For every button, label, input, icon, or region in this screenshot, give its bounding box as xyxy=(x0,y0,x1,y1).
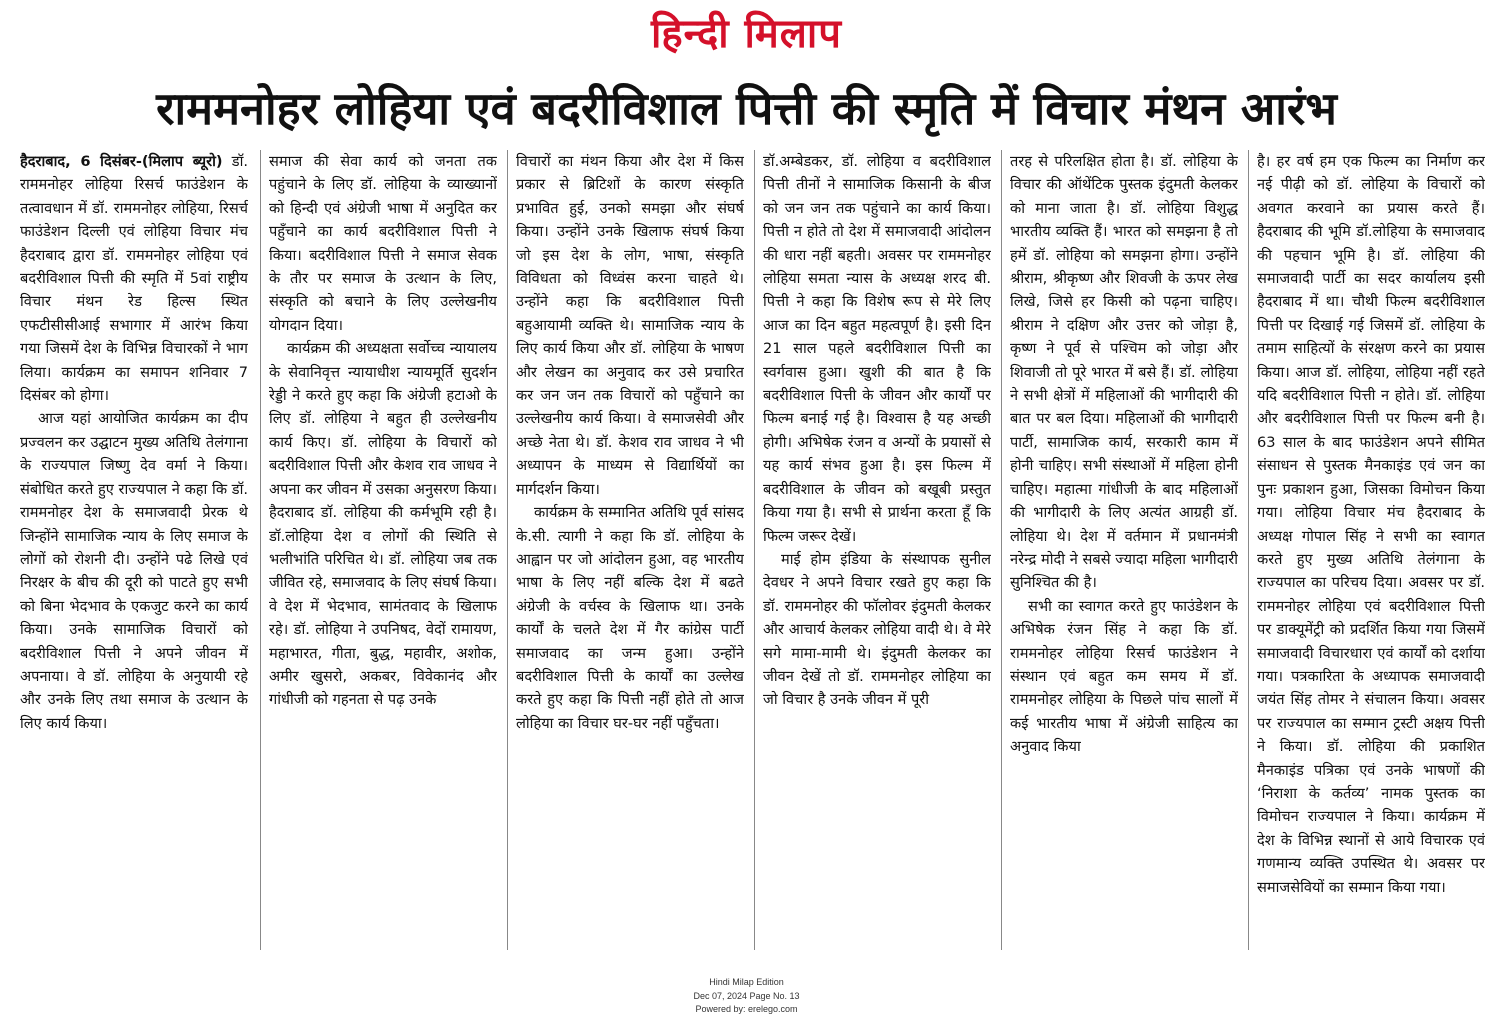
masthead-logo: हिन्दी मिलाप xyxy=(651,10,842,57)
column-divider xyxy=(507,150,508,950)
article-body xyxy=(20,150,1485,982)
column-divider xyxy=(1001,150,1002,950)
column-6 xyxy=(1257,150,1485,982)
paragraph: डॉ.अम्बेडकर, डॉ. लोहिया व बदरीविशाल पित्ती तीनों ने सामाजिक किसानी के बीज को जन जन तक पहुंचाने का कार्य किया। पित्ती न होते तो देश में समाजवादी आंदोलन की धारा नहीं बहती। अवसर पर राममनोहर लोहिया समता न्यास के अध्यक्ष शरद बी. पित्ती ने कहा कि विशेष रूप से मेरे लिए आज का दिन बहुत महत्वपूर्ण है। इसी दिन 21 साल पहले बदरीविशाल पित्ती का स्वर्गवास हुआ। खुशी की बात है कि बदरीविशाल पित्ती के जीवन और कार्यों पर फिल्म बनाई गई है। विश्वास है यह अच्छी होगी। अभिषेक रंजन व अन्यों के प्रयासों से यह कार्य संभव हुआ है। इस फिल्म में बदरीविशाल के जीवन को बखूबी प्रस्तुत किया गया है। सभी से प्रार्थना करता हूँ कि फिल्म जरूर देखें। xyxy=(763,153,991,545)
masthead xyxy=(0,0,1493,62)
headline: राममनोहर लोहिया एवं बदरीविशाल पित्ती की स्मृति में विचार मंथन आरंभ xyxy=(156,82,1337,135)
column-3 xyxy=(516,150,744,982)
paragraph: तरह से परिलक्षित होता है। डॉ. लोहिया के विचार की ऑथेंटिक पुस्तक इंदुमती केलकर को माना जाता है। डॉ. लोहिया विशुद्ध भारतीय व्यक्ति हैं। भारत को समझना है तो हमें डॉ. लोहिया को समझना होगा। उन्होंने श्रीराम, श्रीकृष्ण और शिवजी के ऊपर लेख लिखे, जिसे हर किसी को पढ़ना चाहिए। श्रीराम ने दक्षिण और उत्तर को जोड़ा है, कृष्ण ने पूर्व से पश्चिम को जोड़ा और शिवाजी तो पूरे भारत में बसे हैं। डॉ. लोहिया ने सभी क्षेत्रों में महिलाओं की भागीदारी की बात पर बल दिया। महिलाओं की भागीदारी पार्टी, सामाजिक कार्य, सरकारी काम में होनी चाहिए। सभी संस्थाओं में महिला होनी चाहिए। महात्मा गांधीजी के बाद महिलाओं की भागीदारी के लिए अत्यंत आग्रही डॉ. लोहिया थे। देश में वर्तमान में प्रधानमंत्री नरेन्द्र मोदी ने सबसे ज्यादा महिला भागीदारी सुनिश्चित की है। xyxy=(1010,153,1238,592)
paragraph: है। हर वर्ष हम एक फिल्म का निर्माण कर नई पीढ़ी को डॉ. लोहिया के विचारों को अवगत करवाने का प्रयास करते हैं। हैदराबाद की भूमि डॉ.लोहिया के समाजवाद की पहचान भूमि है। डॉ. लोहिया की समाजवादी पार्टी का सदर कार्यालय इसी हैदराबाद में था। चौथी फिल्म बदरीविशाल पित्ती पर दिखाई गई जिसमें डॉ. लोहिया के तमाम साहित्यों के संरक्षण करने का प्रयास किया। आज डॉ. लोहिया, लोहिया नहीं रहते यदि बदरीविशाल पित्ती न होते। डॉ. लोहिया और बदरीविशाल पित्ती पर फिल्म बनी है। 63 साल के बाद फाउंडेशन अपने सीमित संसाधन से पुस्तक मैनकाइंड एवं जन का पुनः प्रकाशन हुआ, जिसका विमोचन किया गया। लोहिया विचार मंच हैदराबाद के अध्यक्ष गोपाल सिंह ने सभी का स्वागत करते हुए मुख्य अतिथि तेलंगाना के राज्यपाल का परिचय दिया। अवसर पर डॉ. राममनोहर लोहिया एवं बदरीविशाल पित्ती पर डाक्यूमेंट्री को प्रदर्शित किया गया जिसमें समाजवादी विचारधारा एवं कार्यों को दर्शाया गया। पत्रकारिता के अध्यापक समाजवादी जयंत सिंह तोमर ने संचालन किया। अवसर पर राज्यपाल का सम्मान ट्रस्टी अक्षय पित्ती ने किया। डॉ. लोहिया की प्रकाशित मैनकाइंड पत्रिका एवं उनके भाषणों की ‘निराशा के कर्तव्य’ नामक पुस्तक का विमोचन राज्यपाल ने किया। कार्यक्रम में देश के विभिन्न स्थानों से आये विचारक एवं गणमान्य व्यक्ति उपस्थित थे। अवसर पर समाजसेवियों का सम्मान किया गया। xyxy=(1257,153,1485,896)
column-1-text: डॉ. राममनोहर लोहिया रिसर्च फाउंडेशन के तत्वावधान में डॉ. राममनोहर लोहिया, रिसर्च फाउंडेशन दिल्ली एवं लोहिया विचार मंच हैदराबाद द्वारा डॉ. राममनोहर लोहिया एवं बदरीविशाल पित्ती की स्मृति में 5वां राष्ट्रीय विचार मंथन रेड हिल्स स्थित एफटीसीसीआई सभागार में आरंभ किया गया जिसमें देश के विभिन्न विचारकों ने भाग लिया। कार्यक्रम का समापन शनिवार 7 दिसंबर को होगा। xyxy=(20,153,248,405)
edition-name: Hindi Milap Edition xyxy=(709,977,784,987)
paragraph: सभी का स्वागत करते हुए फाउंडेशन के अभिषेक रंजन सिंह ने कहा कि डॉ. राममनोहर लोहिया रिसर्च फाउंडेशन ने संस्थान एवं बहुत कम समय में डॉ. राममनोहर लोहिया के पिछले पांच सालों में कई भारतीय भाषा में अंग्रेजी साहित्य का अनुवाद किया xyxy=(1010,597,1238,756)
paragraph: समाज की सेवा कार्य को जनता तक पहुंचाने के लिए डॉ. लोहिया के व्याख्यानों को हिन्दी एवं अंग्रेजी भाषा में अनुदित कर पहुँचाने का कार्य बदरीविशाल पित्ती ने किया। बदरीविशाल पित्ती ने समाज सेवक के तौर पर समाज के उत्थान के लिए, संस्कृति को बचाने के लिए उल्लेखनीय योगदान दिया। xyxy=(269,153,497,334)
powered-by: Powered by: erelego.com xyxy=(695,1004,798,1014)
column-1 xyxy=(20,150,248,982)
column-5 xyxy=(1010,150,1238,982)
column-2 xyxy=(269,150,497,982)
paragraph: माई होम इंडिया के संस्थापक सुनील देवधर ने अपने विचार रखते हुए कहा कि डॉ. राममनोहर की फॉलोवर इंदुमती केलकर और आचार्य केलकर लोहिया वादी थे। वे मेरे सगे मामा-मामी थे। इंदुमती केलकर का जीवन देखें तो डॉ. राममनोहर लोहिया का जो विचार है उनके जीवन में पूरी xyxy=(763,550,991,709)
paragraph: आज यहां आयोजित कार्यक्रम का दीप प्रज्वलन कर उद्घाटन मुख्य अतिथि तेलंगाना के राज्यपाल जिष्णु देव वर्मा ने किया। संबोधित करते हुए राज्यपाल ने कहा कि डॉ. राममनोहर देश के समाजवादी प्रेरक थे जिन्होंने सामाजिक न्याय के लिए समाज के लोगों को रोशनी दी। उन्होंने पढे लिखे एवं निरक्षर के बीच की दूरी को पाटते हुए सभी को बिना भेदभाव के एकजुट करने का कार्य किया। उनके सामाजिक विचारों को बदरीविशाल पित्ती ने अपने जीवन में अपनाया। वे डॉ. लोहिया के अनुयायी रहे और उनके लिए तथा समाज के उत्थान के लिए कार्य किया। xyxy=(20,410,248,732)
paragraph: कार्यक्रम की अध्यक्षता सर्वोच्च न्यायालय के सेवानिवृत्त न्यायाधीश न्यायमूर्ति सुदर्शन रेड्डी ने करते हुए कहा कि अंग्रेजी हटाओ के लिए डॉ. लोहिया ने बहुत ही उल्लेखनीय कार्य किए। डॉ. लोहिया के विचारों को बदरीविशाल पित्ती और केशव राव जाधव ने अपना कर जीवन में उसका अनुसरण किया। हैदराबाद डॉ. लोहिया की कर्मभूमि रही है। डॉ.लोहिया देश व लोगों की स्थिति से भलीभांति परिचित थे। डॉ. लोहिया जब तक जीवित रहे, समाजवाद के लिए संघर्ष किया। वे देश में भेदभाव, सामंतवाद के खिलाफ रहे। डॉ. लोहिया ने उपनिषद, वेदों रामायण, महाभारत, गीता, बुद्ध, महावीर, अशोक, अमीर खुसरो, अकबर, विवेकानंद और गांधीजी को गहनता से पढ़ उनके xyxy=(269,340,497,709)
paragraph: विचारों का मंथन किया और देश में किस प्रकार से ब्रिटिशों के कारण संस्कृति प्रभावित हुई, उनको समझा और संघर्ष किया। उन्होंने उनके खिलाफ संघर्ष किया जो इस देश के लोग, भाषा, संस्कृति विविधता को विध्वंस करना चाहते थे। उन्होंने कहा कि बदरीविशाल पित्ती बहुआयामी व्यक्ति थे। सामाजिक न्याय के लिए कार्य किया और डॉ. लोहिया के भाषण और लेखन का अनुवाद कर उसे प्रचारित कर जन जन तक विचारों को पहुँचाने का उल्लेखनीय कार्य किया। वे समाजसेवी और अच्छे नेता थे। डॉ. केशव राव जाधव ने भी अध्यापन के माध्यम से विद्यार्थियों का मार्गदर्शन किया। xyxy=(516,153,744,498)
column-3-text xyxy=(516,150,744,735)
column-divider xyxy=(260,150,261,950)
column-2-text xyxy=(269,150,497,712)
dateline: हैदराबाद, 6 दिसंबर-(मिलाप ब्यूरो) xyxy=(20,153,223,170)
column-6-text xyxy=(1257,150,1485,899)
paragraph: कार्यक्रम के सम्मानित अतिथि पूर्व सांसद के.सी. त्यागी ने कहा कि डॉ. लोहिया के आह्वान पर जो आंदोलन हुआ, वह भारतीय भाषा के लिए नहीं बल्कि देश में बढते अंग्रेजी के वर्चस्व के खिलाफ था। उनके कार्यों के चलते देश में गैर कांग्रेस पार्टी समाजवाद का जन्म हुआ। उन्होंने बदरीविशाल पित्ती के कार्यों का उल्लेख करते हुए कहा कि पित्ती नहीं होते तो आज लोहिया का विचार घर-घर नहीं पहुँचता। xyxy=(516,504,744,732)
column-4 xyxy=(763,150,991,982)
column-5-text xyxy=(1010,150,1238,759)
column-4-text xyxy=(763,150,991,712)
column-divider xyxy=(1248,150,1249,950)
edition-date-page: Dec 07, 2024 Page No. 13 xyxy=(693,990,800,1001)
page-footer xyxy=(0,976,1493,1017)
column-divider xyxy=(754,150,755,950)
